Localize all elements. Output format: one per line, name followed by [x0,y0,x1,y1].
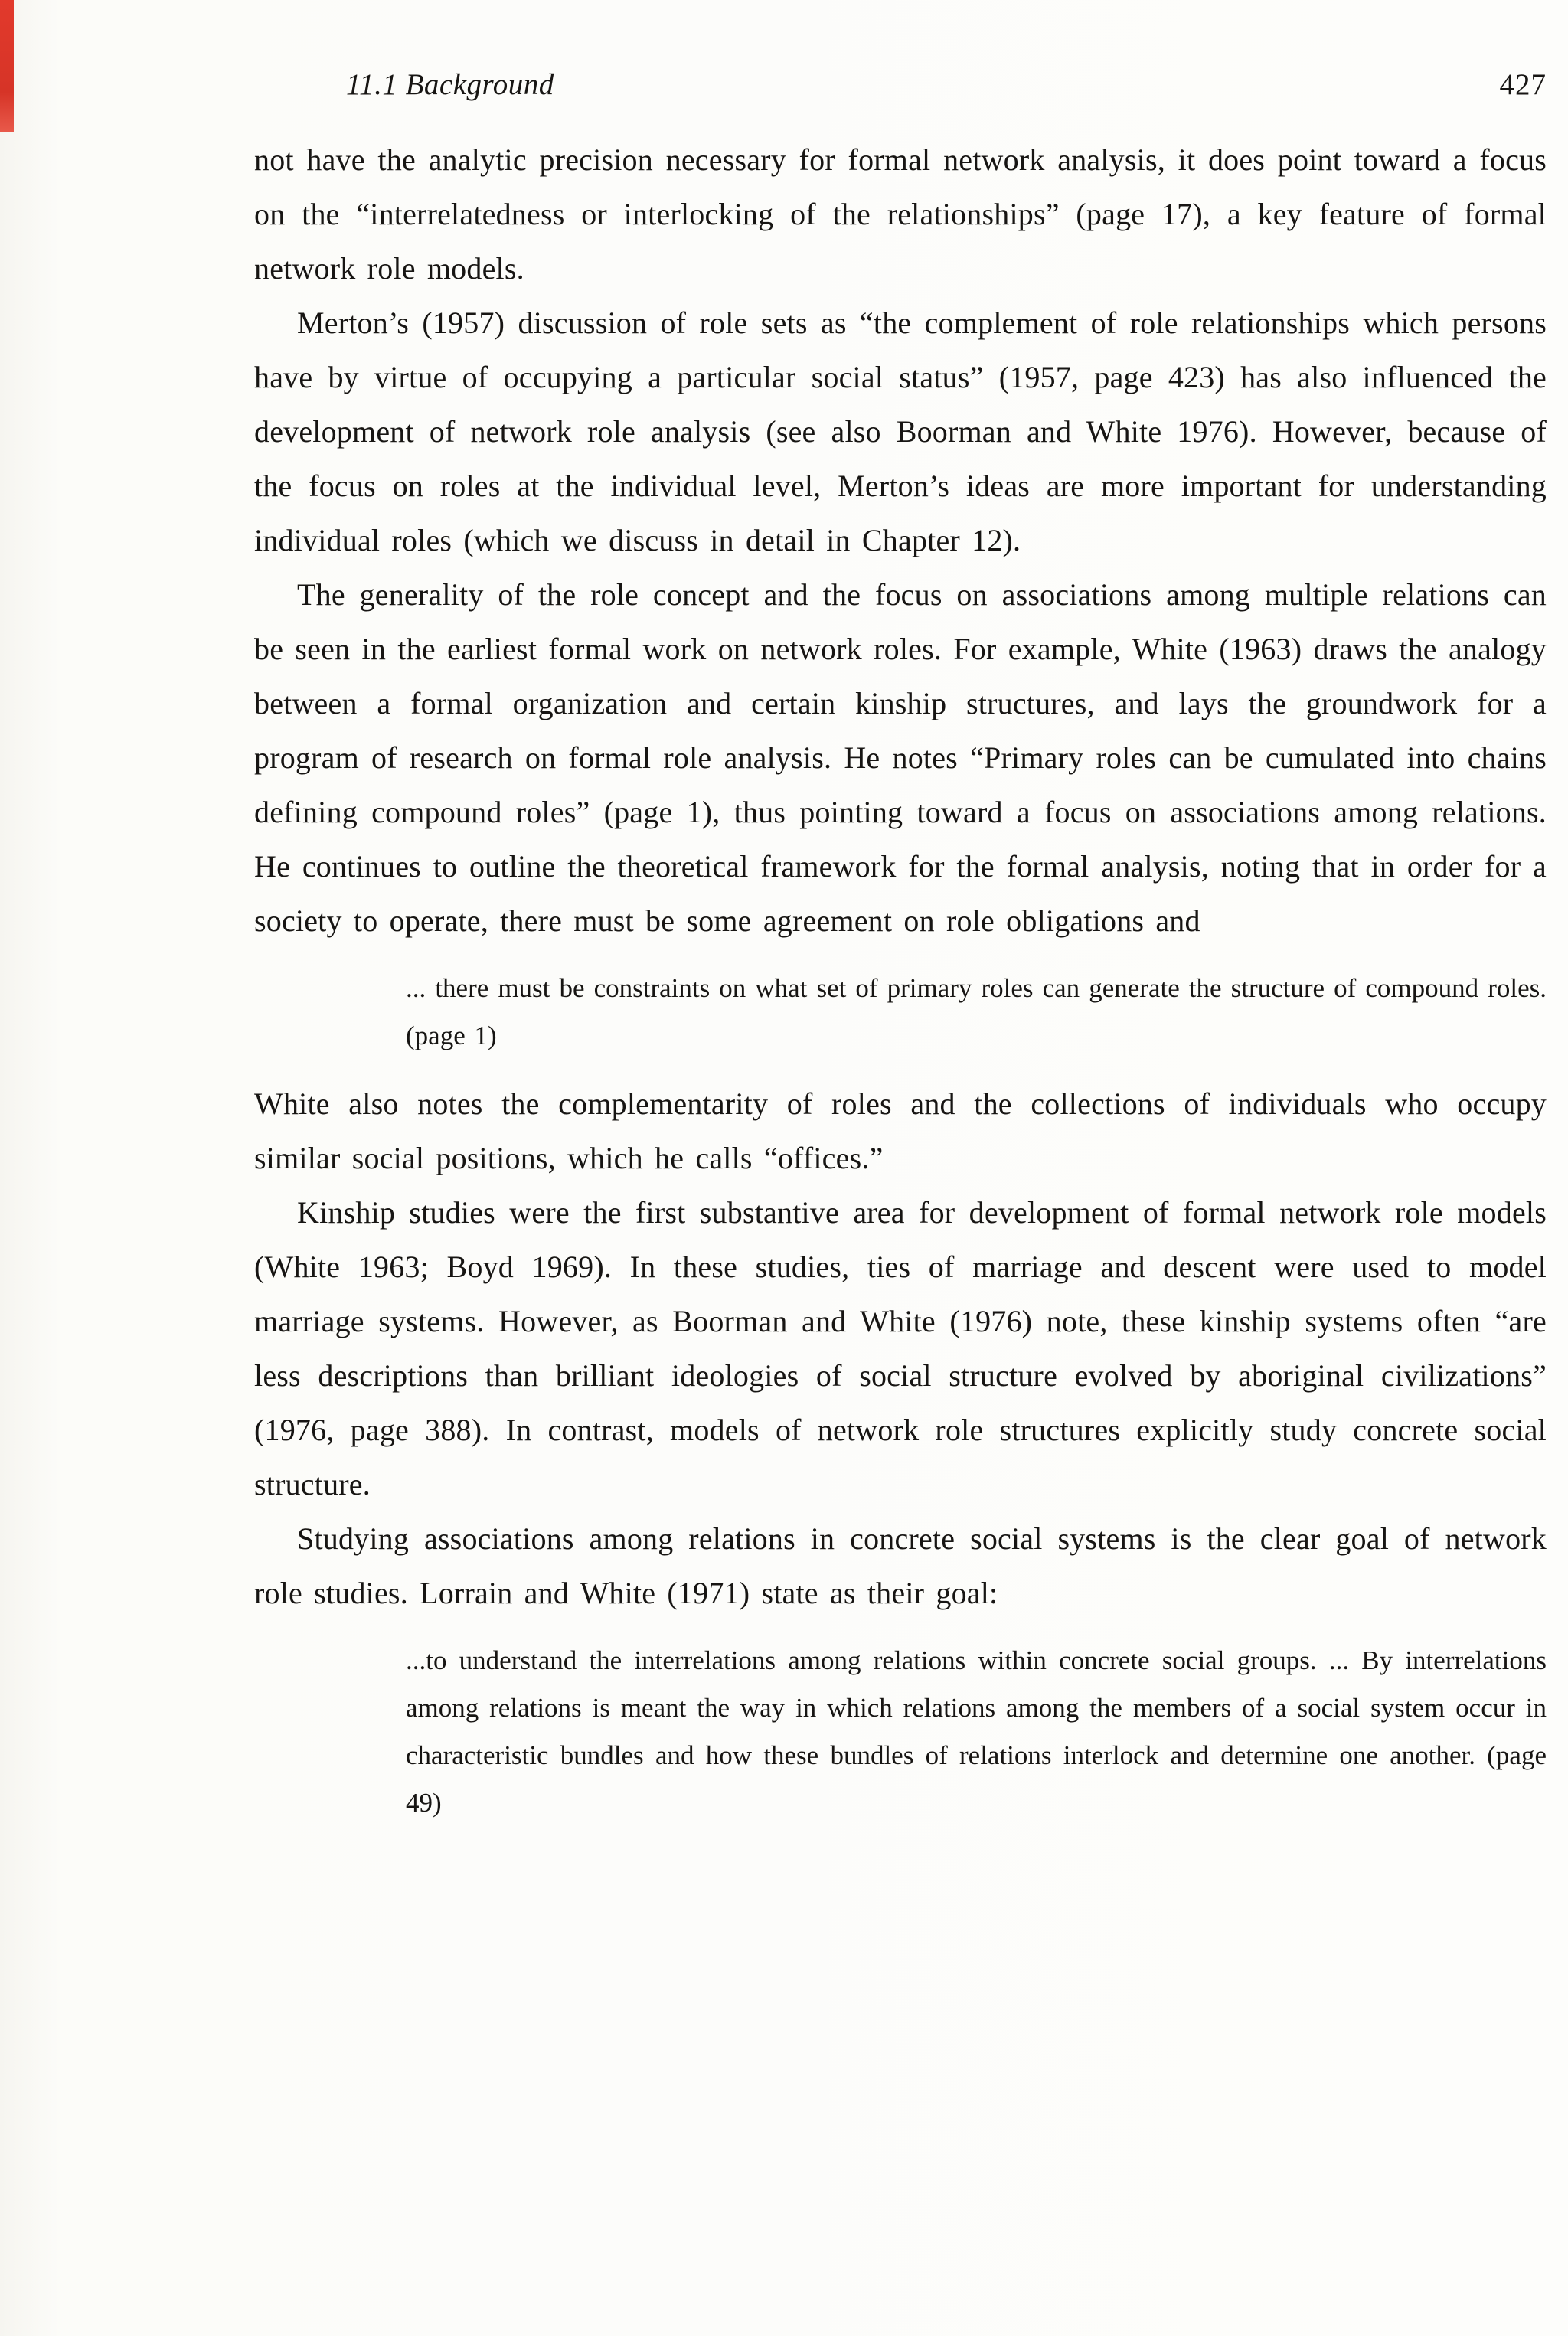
paragraph: The generality of the role concept and the focus on associations among multiple relations can be seen in the earliest formal work on network roles. For example, White (1963) draws the analogy between a formal organization and certain kinship structures, and lays the groundwork for a program of research on formal role analysis. He notes “Primary roles can be cumulated into chains defining compound roles” (page 1), thus pointing toward a focus on associations among relations. He continues to outline the theoretical framework for the formal analysis, noting that in order for a society to operate, there must be some agreement on role obligations and [254,577,1547,938]
block-quote: ...to understand the interrelations among relations within concrete social groups. ... By interrelations among relations is meant the way in which relations among the members of a social system occur in characteristic bundles and how these bundles of relations interlock and determine one another. (page 49) [406,1645,1547,1818]
scan-edge-mark [0,0,14,132]
section-title: 11.1 Background [346,68,554,101]
paragraph: not have the analytic precision necessary for formal network analysis, it does point toward a focus on the “interrelatedness or interlocking of the relationships” (page 17), a key feature of formal network role models. [254,142,1547,286]
paragraph: Studying associations among relations in concrete social systems is the clear goal of network role studies. Lorrain and White (1971) state as their goal: [254,1521,1547,1610]
paragraph: Kinship studies were the first substantive area for development of formal network role models (White 1963; Boyd 1969). In these studies, ties of marriage and descent were used to model marriage systems. However, as Boorman and White (1976) note, these kinship systems often “are less descriptions than brilliant ideologies of social structure evolved by aboriginal civilizations” (1976, page 388). In contrast, models of network role structures explicitly study concrete social structure. [254,1195,1547,1501]
paragraph: Merton’s (1957) discussion of role sets as “the complement of role relationships which persons have by virtue of occupying a particular social status” (1957, page 423) has also influenced the development of network role analysis (see also Boorman and White 1976). However, because of the focus on roles at the individual level, Merton’s ideas are more important for understanding individual roles (which we discuss in detail in Chapter 12). [254,305,1547,557]
running-head [254,67,1547,102]
paragraph: White also notes the complementarity of roles and the collections of individuals who occupy similar social positions, which he calls “offices.” [254,1086,1547,1175]
page-body [254,132,1547,1827]
block-quote: ... there must be constraints on what set of primary roles can generate the structure of compound roles. (page 1) [406,973,1547,1050]
page-content [254,67,1547,1844]
page-number: 427 [1499,68,1547,101]
